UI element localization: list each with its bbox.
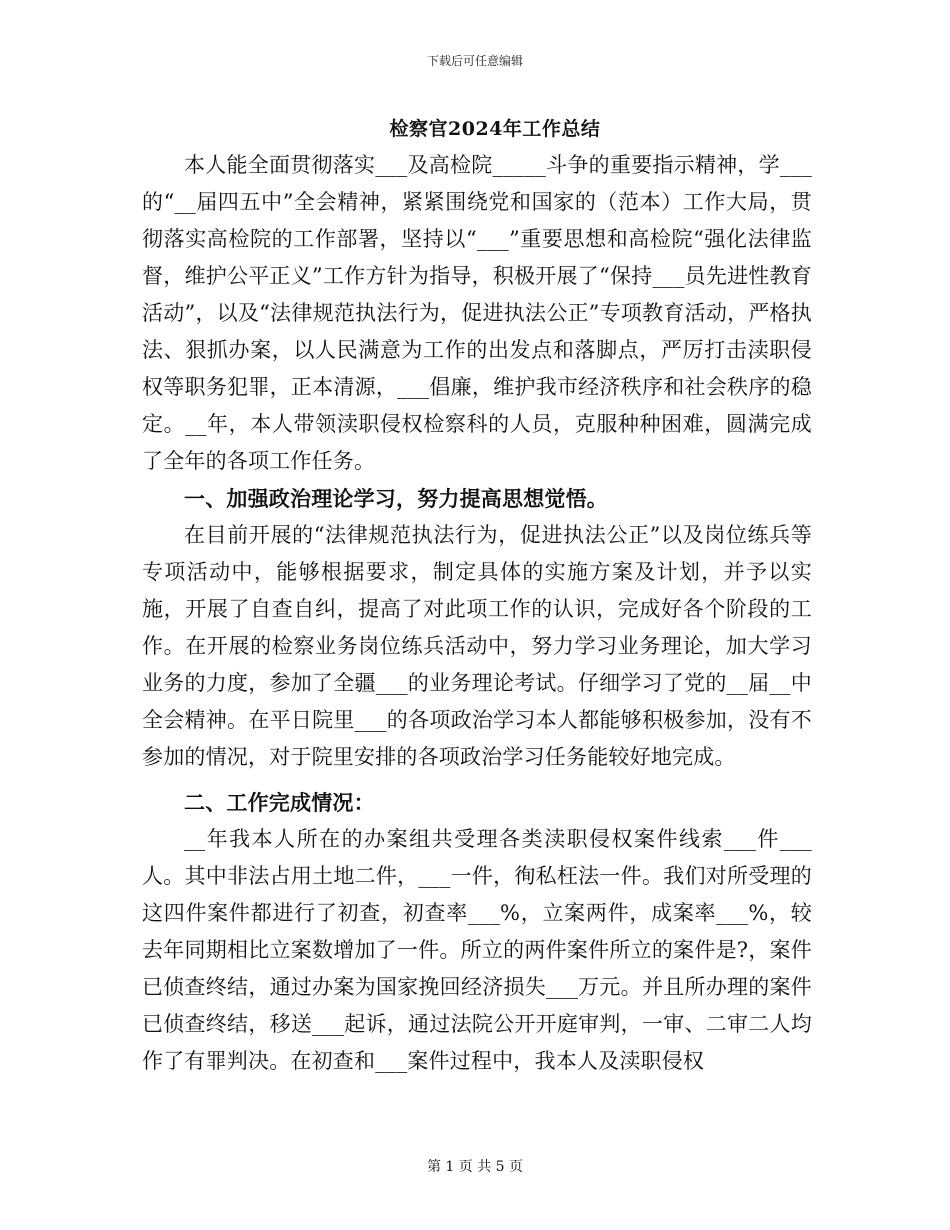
page-number: 第 1 页 共 5 页 xyxy=(426,1159,524,1175)
page-title: 检察官2024年工作总结 xyxy=(389,118,601,140)
section-1-paragraph: 在目前开展的“法律规范执法行为，促进执法公正”以及岗位练兵等专项活动中，能够根据要求，制定具体的实施方案及计划，并予以实施，开展了自查自纠，提高了对此项工作的认识，完成好各个阶段的工作。在开展的检察业务岗位练兵活动中，努力学习业务理论，加大学习业务的力度，参加了全疆___的业务理论考试。仔细学习了党的__届__中全会精神。在平日院里___的各项政治学习本人都能够积极参加，没有不参加的情况，对于院里安排的各项政治学习任务能较好地完成。 xyxy=(142,523,812,769)
document-body xyxy=(142,147,812,1080)
section-2-paragraph: __年我本人所在的办案组共受理各类渎职侵权案件线索___件___人。其中非法占用土地二件，___一件，徇私枉法一件。我们对所受理的这四件案件都进行了初查，初查率___%，立案两件，成案率___%，较去年同期相比立案数增加了一件。所立的两件案件所立的案件是?，案件已侦查终结，通过办案为国家挽回经济损失___万元。并且所办理的案件已侦查终结，移送___起诉，通过法院公开开庭审判，一审、二审二人均作了有罪判决。在初查和___案件过程中，我本人及渎职侵权 xyxy=(142,827,812,1073)
header-note: 下载后可任意编辑 xyxy=(426,54,523,68)
section-1-heading: 一、加强政治理论学习，努力提高思想觉悟。 xyxy=(184,486,608,511)
section-2-heading: 二、工作完成情况： xyxy=(184,790,375,815)
intro-paragraph: 本人能全面贯彻落实___及高检院_____斗争的重要指示精神，学___的“__届四五中”全会精神，紧紧围绕党和国家的（范本）工作大局，贯彻落实高检院的工作部署，坚持以“___”重要思想和高检院“强化法律监督，维护公平正义”工作方针为指导，积极开展了“保持___员先进性教育活动”，以及“法律规范执法行为，促进执法公正”专项教育活动，严格执法、狠抓办案，以人民满意为工作的出发点和落脚点，严厉打击渎职侵权等职务犯罪，正本清源，___倡廉，维护我市经济秩序和社会秩序的稳定。__年，本人带领渎职侵权检察科的人员，克服种种困难，圆满完成了全年的各项工作任务。 xyxy=(142,153,812,473)
